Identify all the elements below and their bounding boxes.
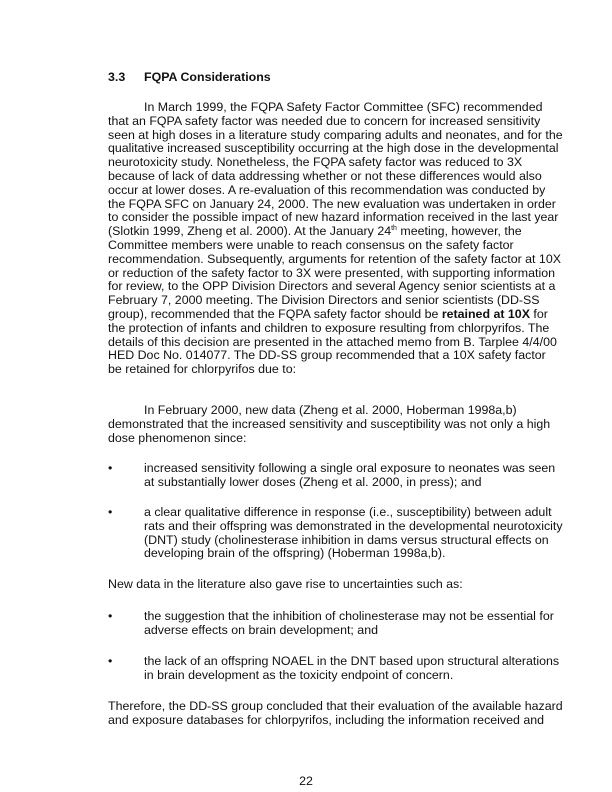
paragraph-3 — [108, 578, 528, 592]
text-line: a clear qualitative difference in response (i.e., susceptibility) between adult — [144, 505, 552, 519]
page-number: 22 — [299, 774, 313, 788]
bullet-icon: • — [108, 461, 113, 475]
text-line: February 7, 2000 meeting. The Division Directors and senior scientists (DD-SS — [108, 293, 540, 308]
text-line: neurotoxicity study. Nonetheless, the FQPA safety factor was reduced to 3X — [108, 155, 523, 170]
text-line: seen at high doses in a literature study comparing adults and neonates, and for the — [108, 127, 563, 142]
text-line: occur at lower doses. A re-evaluation of this recommendation was conducted by — [108, 182, 546, 197]
text-line: at substantially lower doses (Zheng et al. 2000, in press); and — [144, 474, 482, 489]
text-line: rats and their offspring was demonstrated in the developmental neurotoxicity — [144, 518, 563, 533]
text-line: because of lack of data addressing whether or not these differences would also — [108, 168, 542, 183]
text-line: qualitative increased susceptibility occurring at the high dose in the developmental — [108, 141, 559, 156]
text-run: meeting, however, the — [396, 224, 522, 239]
bullet-icon: • — [108, 505, 113, 519]
section-heading — [108, 71, 528, 85]
section-number: 3.3 — [108, 70, 126, 84]
text-line: HED Doc No. 014077. The DD-SS group recommended that a 10X safety factor — [108, 348, 546, 363]
bold-text: retained at 10X — [441, 306, 530, 321]
text-line: the protection of infants and children to exposure resulting from chlorpyrifos. The — [108, 320, 550, 335]
bullet-icon: • — [108, 609, 113, 623]
superscript: th — [391, 225, 397, 233]
text-line: to consider the possible impact of new hazard information received in the last year — [108, 210, 559, 225]
text-line: (DNT) study (cholinesterase inhibition in dams versus structural effects on — [144, 532, 549, 547]
text-line: adverse effects on brain development; and — [144, 622, 378, 637]
text-line: New data in the literature also gave rise to uncertainties such as: — [108, 577, 463, 591]
text-line — [108, 225, 528, 239]
paragraph-2 — [108, 403, 551, 445]
text-line: recommendation. Subsequently, arguments for retention of the safety factor at 10X — [108, 251, 561, 266]
text-line: increased sensitivity following a single oral exposure to neonates was seen — [144, 461, 556, 475]
text-line: dose phenomenon since: — [108, 430, 247, 445]
text-line: In February 2000, new data (Zheng et al. 2000, Hoberman 1998a,b) — [144, 403, 517, 417]
section-title: FQPA Considerations — [144, 70, 271, 84]
text-line: and exposure databases for chlorpyrifos, including the information received and — [108, 712, 544, 727]
paragraph-1 — [108, 100, 563, 377]
text-line: for review, to the OPP Division Directors and several Agency senior scientists at a — [108, 279, 556, 294]
text-line: demonstrated that the increased sensitivity and susceptibility was not only a high — [108, 416, 551, 431]
text-line — [108, 306, 548, 322]
text-run: for — [529, 306, 548, 321]
text-line: be retained for chlorpyrifos due to: — [108, 362, 297, 377]
text-line: In March 1999, the FQPA Safety Factor Committee (SFC) recommended — [144, 100, 543, 114]
paragraph-4 — [108, 699, 563, 728]
text-line: developing brain of the offspring) (Hoberman 1998a,b). — [144, 546, 446, 561]
text-line: the lack of an offspring NOAEL in the DNT based upon structural alterations — [144, 654, 560, 668]
text-line: the FQPA SFC on January 24, 2000. The new evaluation was undertaken in order — [108, 196, 556, 211]
text-line: in brain development as the toxicity endpoint of concern. — [144, 667, 454, 682]
text-run: (Slotkin 1999, Zheng et al. 2000). At the January 24 — [108, 224, 392, 239]
text-line: the suggestion that the inhibition of cholinesterase may not be essential for — [144, 609, 554, 623]
text-line: Committee members were unable to reach consensus on the safety factor — [108, 237, 514, 252]
text-line: or reduction of the safety factor to 3X were presented, with supporting information — [108, 265, 555, 280]
text-line: that an FQPA safety factor was needed due to concern for increased sensitivity — [108, 113, 541, 128]
text-run: group), recommended that the FQPA safety factor should be — [108, 306, 442, 321]
text-line: Therefore, the DD-SS group concluded that their evaluation of the available hazard — [108, 699, 563, 713]
text-line: details of this decision are presented in the attached memo from B. Tarplee 4/4/00 — [108, 334, 557, 349]
bullet-icon: • — [108, 654, 113, 668]
